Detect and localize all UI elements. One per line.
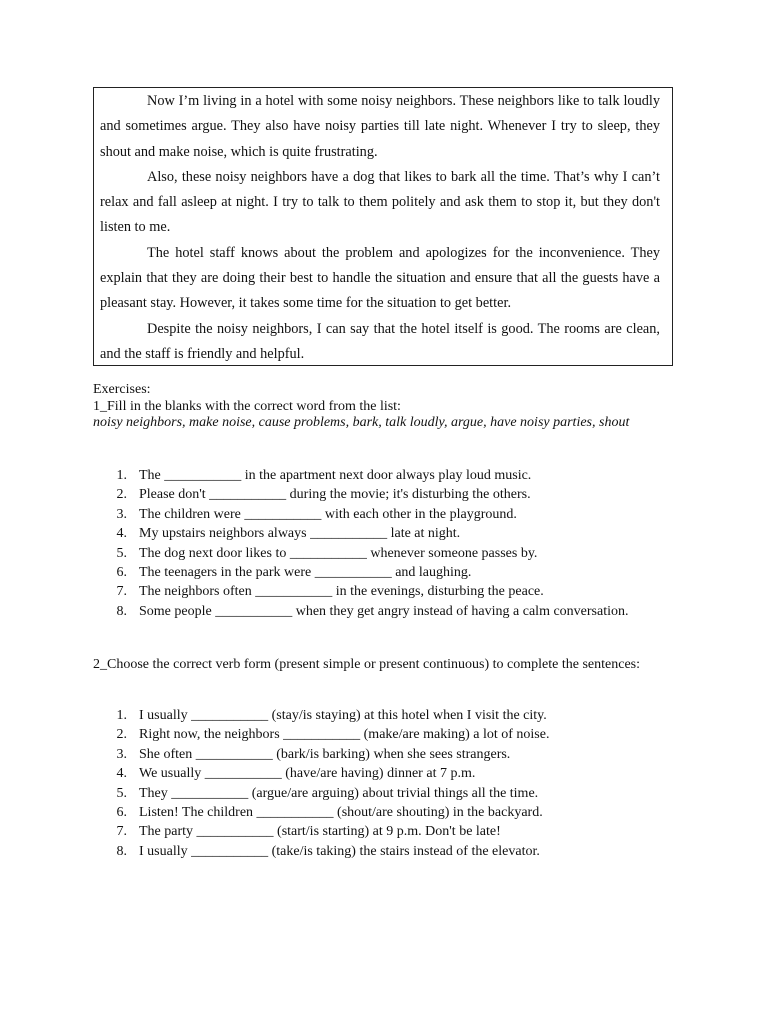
list-item — [93, 466, 673, 485]
item-number: 6. — [116, 805, 127, 821]
reading-passage-box — [93, 87, 673, 366]
item-text: She often ___________ (bark/is barking) when she sees strangers. — [139, 746, 511, 762]
list-item — [93, 485, 673, 504]
passage-paragraph-3: The hotel staff knows about the problem and apologizes for the inconvenience. They explain that they are doing their best to handle the situation and ensure that all the guests have a pleasant stay. However, it takes some time for the situation to get better. — [100, 244, 660, 312]
list-item — [93, 745, 673, 764]
item-text: They ___________ (argue/are arguing) about trivial things all the time. — [139, 785, 539, 801]
list-item — [93, 524, 673, 543]
item-text: My upstairs neighbors always ___________ late at night. — [139, 526, 461, 542]
passage-paragraph-2: Also, these noisy neighbors have a dog that likes to bark all the time. That’s why I can’t relax and fall asleep at night. I try to talk to them politely and ask them to stop it, but they don't listen to me. — [100, 168, 660, 236]
list-item — [93, 764, 673, 783]
item-number: 4. — [116, 526, 127, 542]
list-item — [93, 563, 673, 582]
item-text: The neighbors often ___________ in the evenings, disturbing the peace. — [139, 584, 544, 600]
exercise-1-header — [93, 382, 683, 432]
exercises-heading: Exercises: — [93, 382, 151, 397]
passage-paragraph-4: Despite the noisy neighbors, I can say that the hotel itself is good. The rooms are clean, and the staff is friendly and helpful. — [100, 320, 660, 362]
item-number: 1. — [116, 468, 127, 483]
item-number: 8. — [116, 843, 127, 859]
item-number: 2. — [116, 727, 127, 743]
item-number: 7. — [116, 824, 127, 840]
item-number: 2. — [116, 487, 127, 503]
item-number: 3. — [116, 746, 127, 762]
list-item — [93, 822, 673, 841]
item-text: The children were ___________ with each other in the playground. — [139, 506, 517, 522]
item-number: 3. — [116, 506, 127, 522]
item-text: The teenagers in the park were ___________ and laughing. — [139, 565, 472, 581]
list-item — [93, 602, 673, 621]
item-number: 5. — [116, 545, 127, 561]
item-text: Listen! The children ___________ (shout/are shouting) in the backyard. — [139, 805, 543, 821]
item-number: 5. — [116, 785, 127, 801]
exercise-1-instruction: 1_Fill in the blanks with the correct word from the list: — [93, 398, 401, 414]
passage-paragraph-1: Now I’m living in a hotel with some noisy neighbors. These neighbors like to talk loudly and sometimes argue. They also have noisy parties till late night. Whenever I try to sleep, they shout and make noise, which is quite frustrating. — [100, 93, 660, 160]
list-item — [93, 582, 673, 601]
item-text: Some people ___________ when they get angry instead of having a calm conversation. — [139, 603, 629, 619]
item-number: 6. — [116, 565, 127, 581]
exercise-1-word-list: noisy neighbors, make noise, cause problems, bark, talk loudly, argue, have noisy parties, shout — [93, 415, 630, 430]
item-number: 7. — [116, 584, 127, 600]
item-text: I usually ___________ (stay/is staying) at this hotel when I visit the city. — [139, 708, 547, 723]
item-text: Please don't ___________ during the movie; it's disturbing the others. — [139, 487, 531, 503]
list-item — [93, 784, 673, 803]
item-text: The party ___________ (start/is starting) at 9 p.m. Don't be late! — [139, 824, 501, 840]
item-number: 8. — [116, 603, 127, 619]
list-item — [93, 706, 673, 725]
exercise-2-instruction: 2_Choose the correct verb form (present simple or present continuous) to complete the sentences: — [93, 657, 640, 672]
item-number: 1. — [116, 708, 127, 723]
item-text: The ___________ in the apartment next door always play loud music. — [139, 468, 532, 483]
item-text: Right now, the neighbors ___________ (make/are making) a lot of noise. — [139, 727, 550, 743]
list-item — [93, 803, 673, 822]
exercise-1-list — [93, 466, 673, 621]
list-item — [93, 725, 673, 744]
list-item — [93, 842, 673, 861]
item-text: I usually ___________ (take/is taking) the stairs instead of the elevator. — [139, 843, 540, 859]
item-number: 4. — [116, 766, 127, 782]
item-text: We usually ___________ (have/are having) dinner at 7 p.m. — [139, 766, 476, 782]
item-text: The dog next door likes to ___________ whenever someone passes by. — [139, 545, 538, 561]
list-item — [93, 505, 673, 524]
list-item — [93, 544, 673, 563]
exercise-2-list — [93, 706, 673, 861]
